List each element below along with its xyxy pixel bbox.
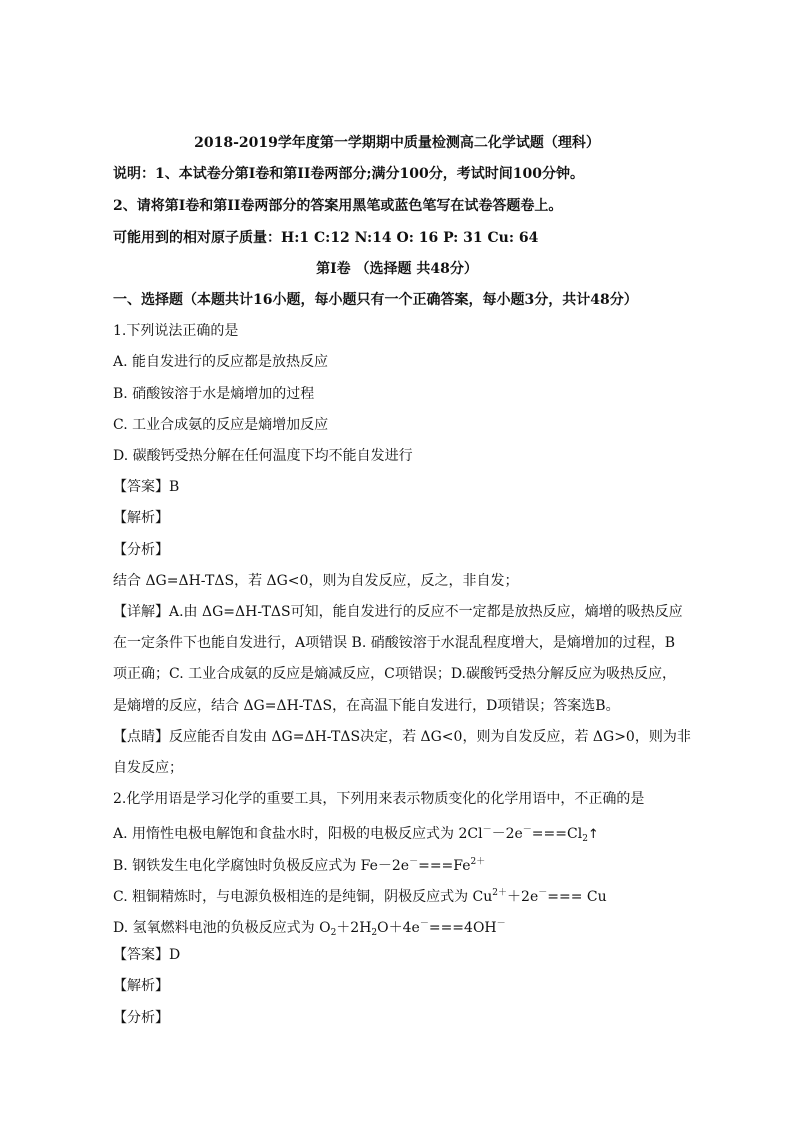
q2-option-d-sup: － bbox=[419, 919, 429, 929]
q2-option-c-sup2: － bbox=[538, 888, 548, 898]
q1-option-c: C. 工业合成氨的反应是熵增加反应 bbox=[113, 417, 329, 433]
q1-option-b: B. 硝酸铵溶于水是熵增加的过程 bbox=[113, 386, 315, 402]
q1-detail-4: 是熵增的反应，结合 ΔG=ΔH-TΔS，在高温下能自发进行，D项错误；答案选B。 bbox=[113, 698, 620, 714]
q1-fenxi-label: 【分析】 bbox=[113, 542, 169, 558]
q2-analysis-label: 【解析】 bbox=[113, 978, 169, 994]
q2-option-b-sup1: － bbox=[409, 857, 419, 867]
q2-option-b bbox=[113, 853, 688, 875]
q2-option-d-mid2: O＋4e bbox=[377, 920, 420, 936]
q2-option-a-eq: ===Cl bbox=[531, 826, 583, 842]
q1-stem: 1.下列说法正确的是 bbox=[113, 323, 239, 339]
q2-answer: 【答案】D bbox=[113, 947, 181, 963]
q2-option-c-text: C. 粗铜精炼时，与电源负极相连的是纯铜，阴极反应式为 Cu bbox=[113, 889, 493, 905]
q2-option-a-mid: －2e bbox=[491, 826, 523, 842]
q1-option-a: A. 能自发进行的反应都是放热反应 bbox=[113, 354, 329, 370]
q2-option-a-minus: － bbox=[482, 825, 492, 835]
q2-option-a-sub: 2 bbox=[582, 834, 588, 844]
q2-option-c-mid: ＋2e bbox=[507, 889, 539, 905]
q2-fenxi-label: 【分析】 bbox=[113, 1010, 169, 1026]
q2-stem: 2.化学用语是学习化学的重要工具，下列用来表示物质变化的化学用语中，不正确的是 bbox=[113, 791, 645, 807]
q1-analysis-label: 【解析】 bbox=[113, 510, 169, 526]
q1-fenxi-text: 结合 ΔG=ΔH-TΔS，若 ΔG<0，则为自发反应，反之，非自发； bbox=[113, 573, 519, 589]
q1-answer: 【答案】B bbox=[113, 479, 180, 495]
q2-option-a bbox=[113, 821, 688, 848]
q2-option-b-sup2: 2＋ bbox=[470, 857, 486, 867]
up-arrow-icon: ↑ bbox=[587, 827, 599, 842]
q1-detail-1: 【详解】A.由 ΔG=ΔH-TΔS可知，能自发进行的反应不一定都是放热反应，熵增的吸热反应 bbox=[113, 604, 683, 620]
q2-option-d-sub1: 2 bbox=[330, 928, 337, 938]
exam-title: 2018-2019学年度第一学期期中质量检测高二化学试题（理科） bbox=[194, 135, 600, 151]
q2-option-c-eq: === Cu bbox=[547, 889, 607, 905]
q1-point-1: 【点睛】反应能否自发由 ΔG=ΔH-TΔS决定，若 ΔG<0，则为自发反应，若 ΔG>0，则为非 bbox=[113, 729, 691, 745]
instruction-1: 说明：1、本试卷分第I卷和第II卷两部分;满分100分，考试时间100分钟。 bbox=[113, 166, 585, 182]
instruction-2: 2、请将第I卷和第II卷两部分的答案用黑笔或蓝色笔写在试卷答题卷上。 bbox=[113, 198, 563, 214]
section-title: 第I卷 （选择题 共48分） bbox=[316, 261, 478, 277]
q1-option-d: D. 碳酸钙受热分解在任何温度下均不能自发进行 bbox=[113, 448, 413, 464]
atomic-mass-line: 可能用到的相对原子质量：H:1 C:12 N:14 O: 16 P: 31 Cu: 64 bbox=[113, 230, 539, 246]
part-title: 一、选择题（本题共计16小题，每小题只有一个正确答案，每小题3分，共计48分） bbox=[113, 292, 638, 308]
q2-option-c-sup1: 2＋ bbox=[492, 888, 508, 898]
q2-option-d-mid1: ＋2H bbox=[336, 920, 372, 936]
q2-option-d-eq: ===4OH bbox=[428, 920, 497, 936]
q2-option-d-sup2: － bbox=[496, 919, 506, 929]
q2-option-a-text: A. 用惰性电极电解饱和食盐水时，阳极的电极反应式为 2Cl bbox=[113, 826, 483, 842]
q2-option-d-text: D. 氢氧燃料电池的负极反应式为 O bbox=[113, 920, 331, 936]
q2-option-b-text: B. 钢铁发生电化学腐蚀时负极反应式为 Fe－2e bbox=[113, 858, 410, 874]
q2-option-a-mid-sup: － bbox=[522, 825, 532, 835]
q1-detail-2: 在一定条件下也能自发进行，A项错误 B. 硝酸铵溶于水混乱程度增大，是熵增加的过程，B bbox=[113, 635, 676, 651]
q1-point-2: 自发反应； bbox=[113, 760, 183, 776]
q1-detail-3: 项正确；C. 工业合成氨的反应是熵减反应，C项错误；D.碳酸钙受热分解反应为吸热反应， bbox=[113, 666, 676, 682]
q2-option-c bbox=[113, 884, 688, 906]
q2-option-b-eq: ===Fe bbox=[418, 858, 471, 874]
q2-option-d bbox=[113, 915, 688, 942]
q2-option-d-sub2: 2 bbox=[371, 928, 378, 938]
